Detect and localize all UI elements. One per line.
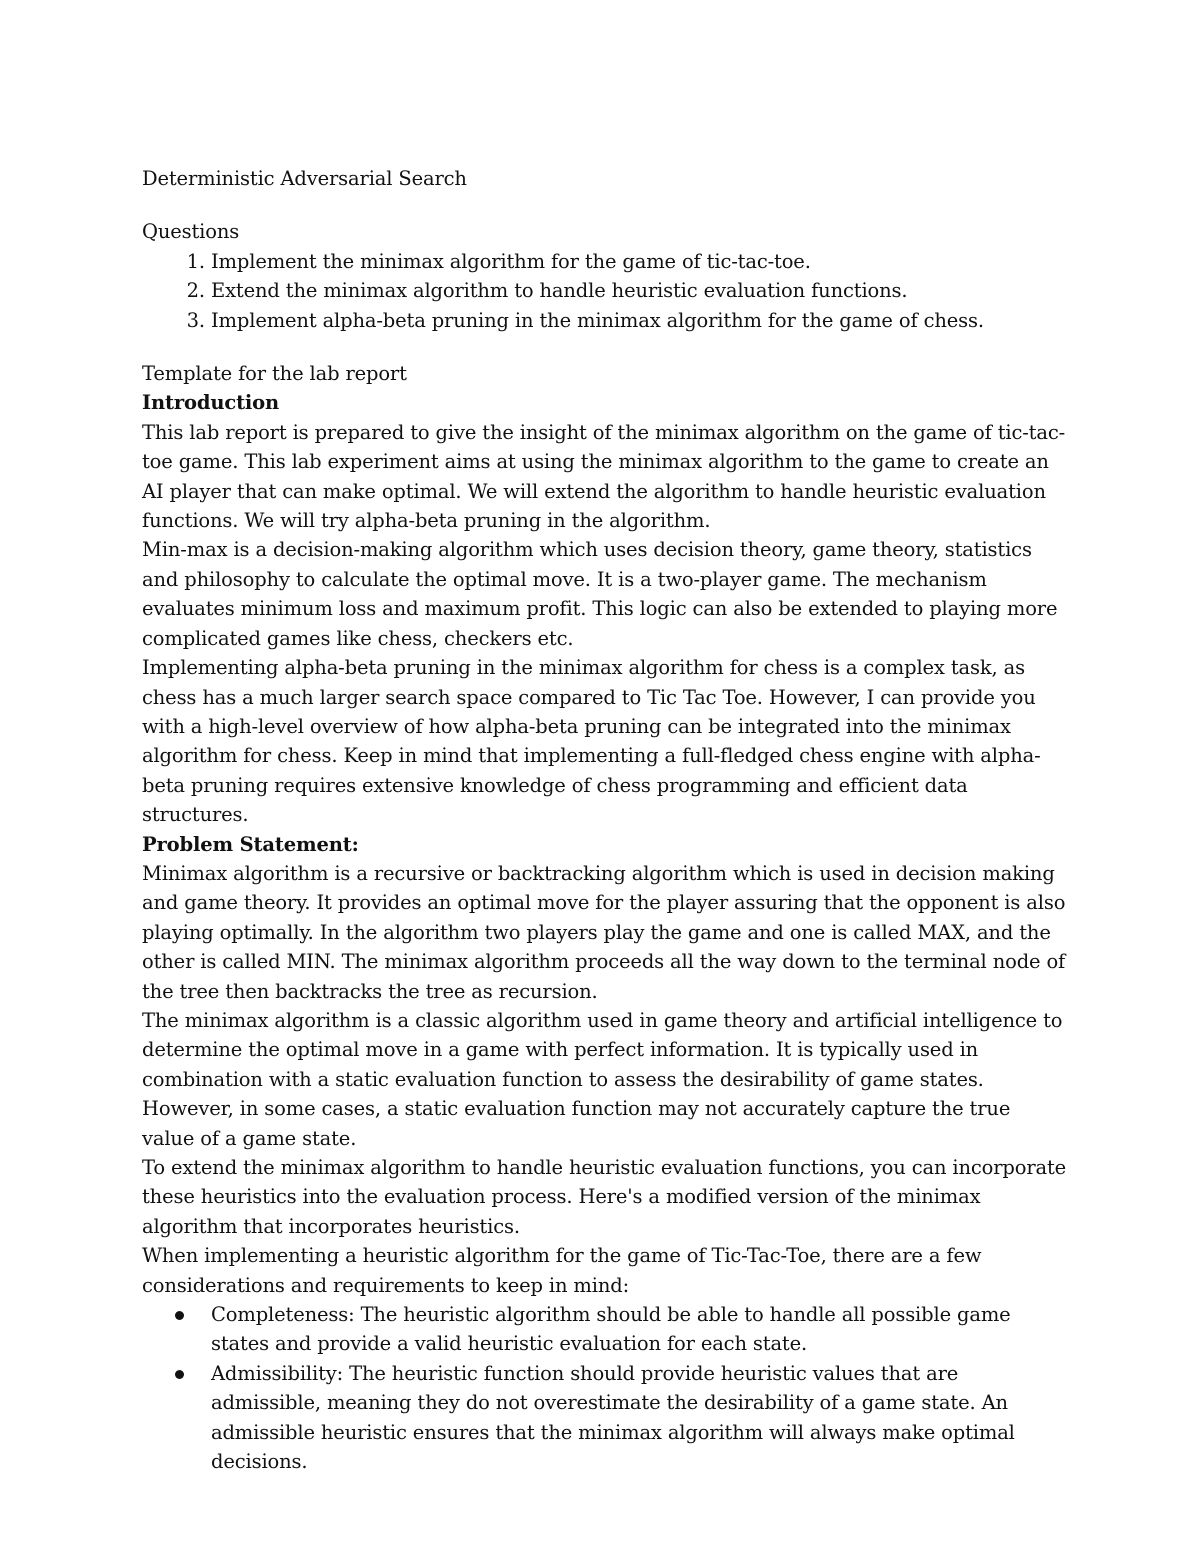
list-item [211,1300,1067,1359]
document-title: Deterministic Adversarial Search [142,167,467,190]
problem-statement-paragraph: The minimax algorithm is a classic algorithm used in game theory and artificial intelligence to determine the optimal move in a game with perfect information. It is typically used in combination with a static evaluation function to assess the desirability of game states. However, in some cases, a static evaluation function may not accurately capture the true value of a game state. [142,1008,1063,1150]
questions-list [142,247,1067,335]
problem-statement-heading: Problem Statement: [142,832,359,856]
questions-heading: Questions [142,220,240,244]
question-item: 3. Implement alpha-beta pruning in the minimax algorithm for the game of chess. [211,306,1067,335]
question-item: 2. Extend the minimax algorithm to handle heuristic evaluation functions. [211,276,1067,305]
list-item-text: Admissibility: The heuristic function should provide heuristic values that are admissible, meaning they do not overestimate the desirability of a game state. An admissible heuristic ensures that the minimax algorithm will always make optimal decisions. [211,1361,1015,1474]
problem-statement-paragraph: Minimax algorithm is a recursive or backtracking algorithm which is used in decision making and game theory. It provides an optimal move for the player assuring that the opponent is also playing optimally. In the algorithm two players play the game and one is called MAX, and the other is called MIN. The minimax algorithm proceeds all the way down to the terminal node of the tree then backtracks the tree as recursion. [142,861,1066,1003]
introduction-heading: Introduction [142,391,280,415]
spacer [142,193,1067,217]
template-heading: Template for the lab report [142,362,407,386]
question-item: 1. Implement the minimax algorithm for the game of tic-tac-toe. [211,247,1067,276]
list-item-text: Completeness: The heuristic algorithm should be able to handle all possible game states and provide a valid heuristic evaluation for each state. [211,1303,1011,1356]
problem-statement-paragraph: When implementing a heuristic algorithm for the game of Tic-Tac-Toe, there are a few considerations and requirements to keep in mind: [142,1244,982,1297]
bullet-icon [175,1370,184,1379]
problem-statement-paragraph: To extend the minimax algorithm to handle heuristic evaluation functions, you can incorporate these heuristics into the evaluation process. Here's a modified version of the minimax algorithm that incorporates heuristics. [142,1156,1067,1238]
introduction-paragraph: This lab report is prepared to give the insight of the minimax algorithm on the game of tic-tac-toe game. This lab experiment aims at using the minimax algorithm to the game to create an AI player that can make optimal. We will extend the algorithm to handle heuristic evaluation functions. We will try alpha-beta pruning in the algorithm. [142,420,1066,533]
introduction-paragraph: Implementing alpha-beta pruning in the minimax algorithm for chess is a complex task, as chess has a much larger search space compared to Tic Tac Toe. However, I can provide you with a high-level overview of how alpha-beta pruning can be integrated into the minimax algorithm for chess. Keep in mind that implementing a full-fledged chess engine with alpha-beta pruning requires extensive knowledge of chess programming and efficient data structures. [142,656,1041,827]
considerations-list [142,1300,1067,1476]
document-page [142,164,1067,1476]
spacer [142,335,1067,359]
introduction-paragraph: Min-max is a decision-making algorithm which uses decision theory, game theory, statistics and philosophy to calculate the optimal move. It is a two-player game. The mechanism evaluates minimum loss and maximum profit. This logic can also be extended to playing more complicated games like chess, checkers etc. [142,538,1058,650]
list-item [211,1359,1067,1477]
bullet-icon [175,1311,184,1320]
